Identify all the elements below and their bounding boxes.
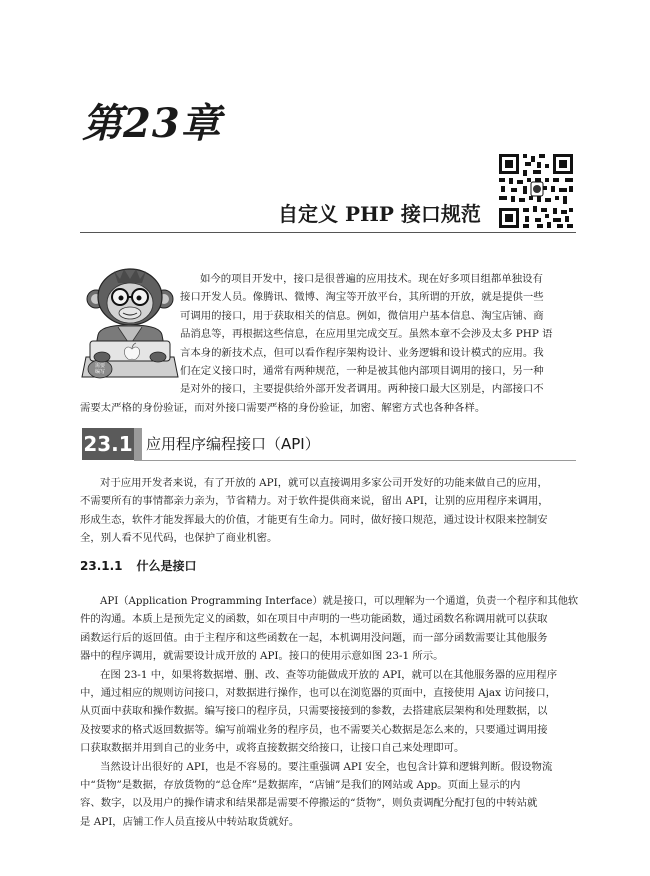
paragraph-line: 件的沟通。本质上是预先定义的函数，如在项目中声明的一些功能函数，通过函数名称调用就可以获取 (80, 613, 548, 626)
svg-text:编写: 编写 (94, 369, 106, 375)
intro-line: 接口开发人员。像腾讯、微博、淘宝等开放平台，其所谓的开放，就是提供一些 (180, 291, 544, 304)
section-title: 应用程序编程接口（API） (146, 435, 320, 453)
paragraph-line: 器中的程序调用，就需要设计成开放的 API。接口的使用示意如图 23-1 所示。 (80, 650, 444, 663)
section-accent-bar (134, 428, 142, 460)
subsection-heading (80, 556, 197, 576)
intro-line: 品消息等，再根据这些信息，在应用里完成交互。虽然本章不会涉及太多 PHP 语 (180, 328, 553, 341)
paragraph-line: 容、数字，以及用户的操作请求和结果都是需要不停搬运的“货物”，则负责调配分配打包的中转站就 (80, 797, 538, 810)
subsection-paragraph-3 (80, 758, 578, 834)
subsection-title: 什么是接口 (136, 559, 197, 573)
intro-line: 言本身的新技术点，但可以看作程序架构设计、业务逻辑和设计模式的应用。我 (180, 346, 544, 359)
intro-line: 可调用的接口，用于获取相关的信息。例如，微信用户基本信息、淘宝店铺、商 (180, 309, 544, 322)
subsection-number: 23.1.1 (80, 559, 123, 573)
subsection-paragraph-2 (80, 666, 578, 760)
chapter-title: 自定义 PHP 接口规范 (278, 202, 481, 226)
chapter-title-rule (80, 232, 576, 233)
paragraph-line: 函数运行后的返回值。由于主程序和这些函数在一起，本机调用没问题，而一部分函数需要让其他服务 (80, 631, 548, 644)
paragraph-line: 当然设计出很好的 API，也是不容易的。要注重强调 API 安全，也包含计算和逻辑判断。假设物流 (100, 760, 553, 773)
paragraph-line: 口获取数据并用到自己的业务中，或将直接数据交给接口，让接口自己来处理即可。 (80, 742, 465, 755)
paragraph-line: 不需要所有的事情都亲力亲为，节省精力。对于软件提供商来说，留出 API，让别的应用程序来调用， (80, 495, 549, 508)
intro-line: 如今的项目开发中，接口是很普遍的应用技术。现在好多项目组都单独设有 (200, 273, 543, 285)
intro-line: 们在定义接口时，通常有两种规范，一种是被其他内部项目调用的接口，另一种 (180, 365, 544, 377)
intro-line: 是对外的接口，主要提供给外部开发者调用。两种接口最大区别是，内部接口不 (180, 383, 544, 396)
paragraph-line: 中“货物”是数据，存放货物的“总仓库”是数据库，“店铺”是我们的网站或 App。页面上显示的内 (80, 778, 521, 791)
section-number-badge: 23.1 (82, 428, 134, 460)
paragraph-line: API（Application Programming Interface）就是接口，可以理解为一个通道，负责一个程序和其他软 (100, 595, 579, 607)
paragraph-line: 对于应用开发者来说，有了开放的 API，就可以直接调用多家公司开发好的功能来做自己的应用， (100, 477, 548, 489)
paragraph-line: 从页面中获取和操作数据。编写接口的程序员，只需要接接到的参数，去搭建底层架构和处理数据，以 (80, 705, 548, 718)
monkey-mascot-illustration (80, 265, 180, 390)
intro-line: 需要太严格的身份验证，而对外接口需要严格的身份验证，加密、解密方式也各种各样。 (80, 401, 486, 414)
paragraph-line: 形成生态，软件才能发挥最大的价值，才能更有生命力。同时，做好接口规范，通过设计权限来控制安 (80, 513, 548, 526)
paragraph-line: 全，别人看不见代码，也保护了商业机密。 (80, 532, 278, 545)
paragraph-line: 及按要求的格式返回数据等。编写前端业务的程序员，也不需要关心数据是怎么来的，只要通过调用接 (80, 723, 548, 736)
paragraph-line: 中，通过相应的规则访问接口，对数据进行操作，也可以在浏览器的页面中，直接使用 Ajax 访问接口， (80, 686, 557, 699)
subsection-paragraph-1 (80, 592, 578, 668)
paragraph-line: 是 API，店铺工作人员直接从中转站取货就好。 (80, 815, 300, 828)
chapter-number: 第23章 (82, 100, 222, 147)
section-paragraph (80, 474, 578, 550)
section-rule (134, 460, 576, 461)
qr-code (497, 152, 575, 230)
paragraph-line: 在图 23-1 中，如果将数据增、删、改、查等功能做成开放的 API，就可以在其他服务器的应用程序 (100, 668, 558, 681)
svg-text:需要: 需要 (94, 363, 106, 369)
